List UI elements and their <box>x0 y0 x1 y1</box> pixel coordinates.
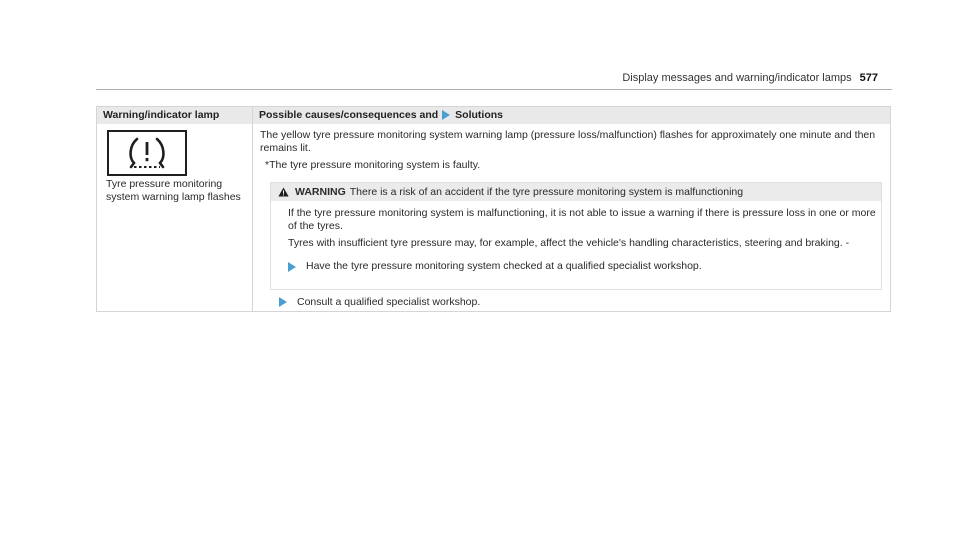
warning-step <box>288 260 876 273</box>
col2-header-label: Possible causes/consequences and <box>259 109 439 121</box>
play-arrow-icon <box>288 262 296 272</box>
table-header-row <box>97 107 890 124</box>
warning-triangle-icon <box>278 187 289 197</box>
page-number: 577 <box>859 72 878 84</box>
running-header <box>622 72 878 84</box>
warning-body-2: Tyres with insufficient tyre pressure may, for example, affect the vehicle's handling characteristics, steering and braking. - <box>288 237 850 249</box>
page-header <box>0 0 960 90</box>
warning-box <box>270 182 882 290</box>
col1-header: Warning/indicator lamp <box>103 109 220 121</box>
warning-headline: There is a risk of an accident if the tyre pressure monitoring system is malfunctioning <box>349 186 744 198</box>
play-arrow-icon <box>279 297 287 307</box>
tyre-pressure-warning-icon <box>107 130 187 176</box>
warning-body-1: If the tyre pressure monitoring system is malfunctioning, it is not able to issue a warning if there is pressure loss in one or more of the tyres. <box>288 207 876 232</box>
warning-step-text: Have the tyre pressure monitoring system checked at a qualified specialist workshop. <box>306 260 702 272</box>
causes-column <box>260 129 882 172</box>
cause-note: *The tyre pressure monitoring system is faulty. <box>265 159 481 171</box>
cause-text: The yellow tyre pressure monitoring system warning lamp (pressure loss/malfunction) flashes for approximately one minute and then remains lit. <box>260 129 876 154</box>
col2-header <box>259 109 503 121</box>
play-arrow-icon <box>442 110 450 120</box>
solution-step-text: Consult a qualified specialist workshop. <box>297 296 481 308</box>
warning-header <box>271 183 881 201</box>
header-rule <box>96 89 892 90</box>
warning-lamp-table <box>96 106 891 312</box>
section-title: Display messages and warning/indicator lamps <box>622 72 852 84</box>
column-divider <box>252 107 253 311</box>
solution-step <box>279 296 480 308</box>
warning-label: WARNING <box>295 186 346 198</box>
warning-body <box>288 207 876 273</box>
col2-header-suffix: Solutions <box>455 109 504 121</box>
lamp-description: Tyre pressure monitoring system warning lamp flashes <box>106 178 241 203</box>
